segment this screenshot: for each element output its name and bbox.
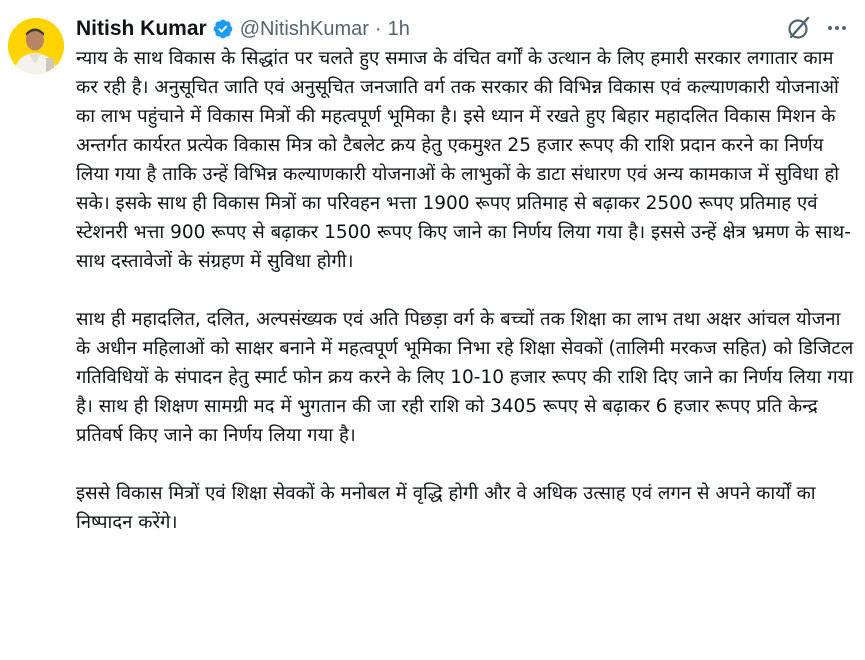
grok-button[interactable] bbox=[785, 14, 813, 42]
more-icon bbox=[825, 16, 849, 40]
header-separator: · bbox=[374, 17, 382, 40]
tweet-paragraph-3: इससे विकास मित्रों एवं शिक्षा सेवकों के मनोबल में वृद्धि होगी और वे अधिक उत्साह एवं लगन से अपने कार्यों का निष्पादन करेंगे। bbox=[76, 483, 822, 533]
avatar[interactable] bbox=[8, 18, 64, 74]
verified-badge-icon bbox=[212, 18, 234, 40]
display-name[interactable]: Nitish Kumar bbox=[76, 17, 207, 40]
tweet-paragraph-2: साथ ही महादलित, दलित, अल्पसंख्यक एवं अति पिछड़ा वर्ग के बच्चों तक शिक्षा का लाभ तथा अक्षर आंचल योजना के अधीन महिलाओं को साक्षर बनाने में महत्वपूर्ण भूमिका निभा रहे शिक्षा सेवकों (तालिमी मरकज सहित) को डिजिटल गतिविधियों के संपादन हेतु स्मार्ट फोन क्रय करने के लिए 10-10 हजार रूपए की राशि दिए जाने का निर्णय लिया गया है। साथ ही शिक्षण सामग्री मद में भुगतान की जा रही राशि को 3405 रूपए से बढ़ाकर 6 हजार रूपए प्रति केन्द्र प्रतिवर्ष किए जाने का निर्णय लिया गया है। bbox=[76, 309, 860, 446]
tweet-header bbox=[76, 14, 410, 44]
more-button[interactable] bbox=[823, 14, 851, 42]
author-handle[interactable]: @NitishKumar bbox=[239, 17, 369, 40]
timestamp[interactable]: 1h bbox=[387, 17, 410, 40]
profile-photo-icon bbox=[8, 18, 64, 74]
grok-icon bbox=[786, 15, 812, 41]
tweet-text bbox=[76, 44, 860, 537]
tweet-paragraph-1: न्याय के साथ विकास के सिद्धांत पर चलते हुए समाज के वंचित वर्गों के उत्थान के लिए हमारी सरकार लगातार काम कर रही है। अनुसूचित जाति एवं अनुसूचित जनजाति वर्ग तक सरकार की विभिन्न विकास एवं कल्याणकारी योजनाओं का लाभ पहुंचाने में विकास मित्रों की महत्वपूर्ण भूमिका है। इसे ध्यान में रखते हुए बिहार महादलित विकास मिशन के अन्तर्गत कार्यरत प्रत्येक विकास मित्र को टैबलेट क्रय हेतु एकमुश्त 25 हजार रूपए की राशि प्रदान करने का निर्णय लिया गया है ताकि उन्हें विभिन्न कल्याणकारी योजनाओं के लाभुकों के डाटा संधारण एवं अन्य कामकाज में सुविधा हो सके। इसके साथ ही विकास मित्रों का परिवहन भत्ता 1900 रूपए प्रतिमाह से बढ़ाकर 2500 रूपए प्रतिमाह एवं स्टेशनरी भत्ता 900 रूपए से बढ़ाकर 1500 रूपए किए जाने का निर्णय लिया गया है। इससे उन्हें क्षेत्र भ्रमण के साथ-साथ दस्तावेजों के संग्रहण में सुविधा होगी। bbox=[76, 48, 851, 272]
